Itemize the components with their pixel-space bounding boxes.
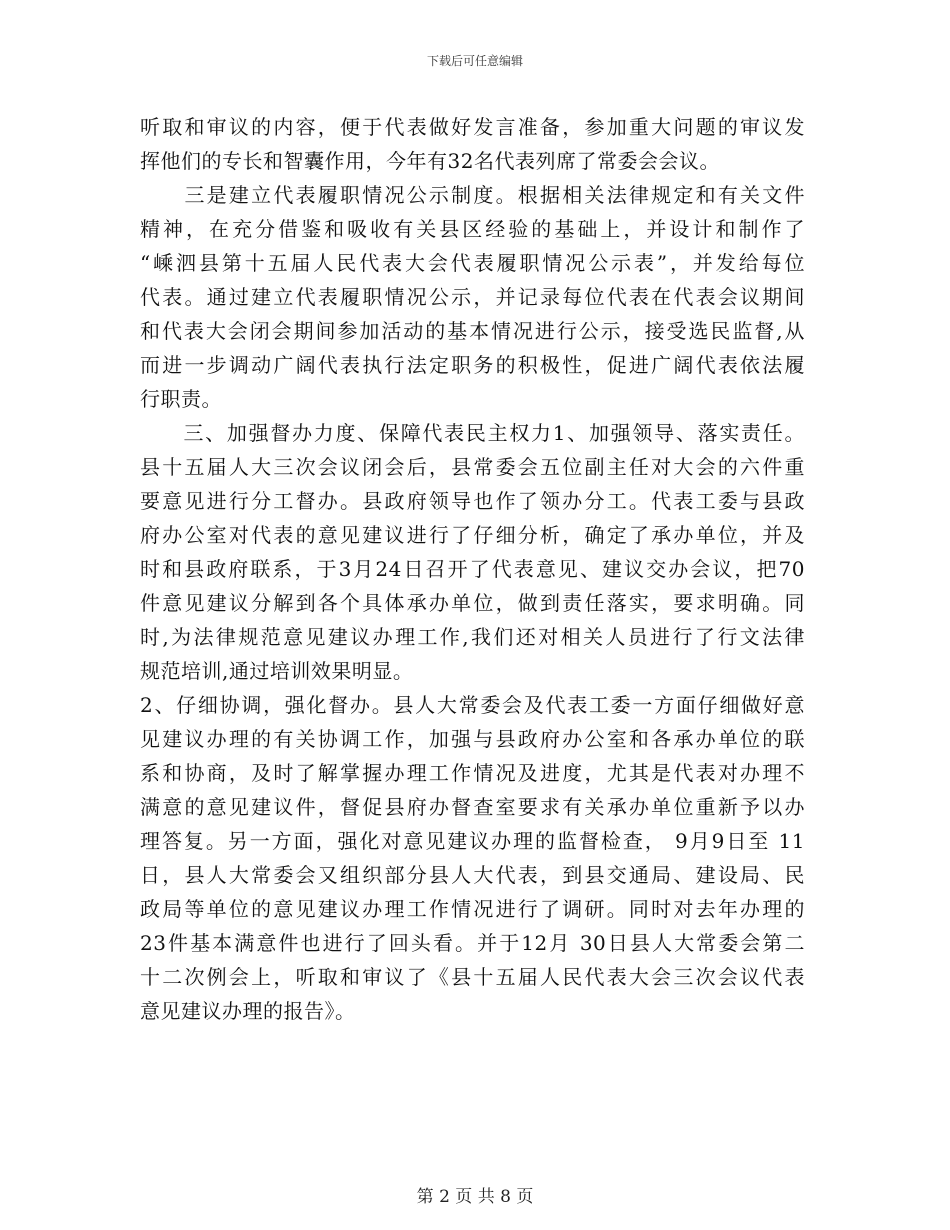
text-line: 和代表大会闭会期间参加活动的基本情况进行公示，接受选民监督,从	[140, 319, 805, 343]
text-line: 理答复。另一方面，强化对意见建议办理的监督检查， 9月9日至 11	[140, 829, 805, 853]
text-line: 听取和审议的内容，便于代表做好发言准备，参加重大问题的审议发	[140, 115, 805, 139]
text-line: “嵊泗县第十五届人民代表大会代表履职情况公示表”，并发给每位	[140, 251, 805, 275]
page-header	[0, 52, 950, 69]
text-line: 县十五届人大三次会议闭会后，县常委会五位副主任对大会的六件重	[140, 455, 805, 479]
text-line: 时,为法律规范意见建议办理工作,我们还对相关人员进行了行文法律	[140, 625, 805, 649]
text-line: 时和县政府联系，于3月24日召开了代表意见、建议交办会议，把70	[140, 557, 805, 581]
page-footer	[0, 1182, 950, 1207]
document-body	[140, 110, 805, 1028]
text-line: 政局等单位的意见建议办理工作情况进行了调研。同时对去年办理的	[140, 897, 805, 921]
header-text: 下载后可任意编辑	[426, 54, 523, 68]
text-line: 系和协商，及时了解掌握办理工作情况及进度，尤其是代表对办理不	[140, 761, 805, 785]
text-line: 要意见进行分工督办。县政府领导也作了领办分工。代表工委与县政	[140, 489, 805, 513]
text-line: 件意见建议分解到各个具体承办单位，做到责任落实，要求明确。同	[140, 591, 805, 615]
text-line: 三是建立代表履职情况公示制度。根据相关法律规定和有关文件	[140, 183, 805, 207]
text-line: 挥他们的专长和智囊作用，今年有32名代表列席了常委会会议。	[140, 149, 720, 173]
text-line: 满意的意见建议件，督促县府办督查室要求有关承办单位重新予以办	[140, 795, 805, 819]
text-line: 精神，在充分借鉴和吸收有关县区经验的基础上，并设计和制作了	[140, 217, 805, 241]
text-line: 见建议办理的有关协调工作，加强与县政府办公室和各承办单位的联	[140, 727, 805, 751]
text-line: 而进一步调动广阔代表执行法定职务的积极性，促进广阔代表依法履	[140, 353, 805, 377]
text-line: 日，县人大常委会又组织部分县人大代表，到县交通局、建设局、民	[140, 863, 805, 887]
text-line: 三、加强督办力度、保障代表民主权力1、加强领导、落实责任。	[140, 421, 805, 445]
text-line: 意见建议办理的报告》。	[140, 999, 356, 1023]
text-line: 规范培训,通过培训效果明显。	[140, 659, 414, 683]
text-line: 府办公室对代表的意见建议进行了仔细分析，确定了承办单位，并及	[140, 523, 805, 547]
text-line: 2、仔细协调，强化督办。县人大常委会及代表工委一方面仔细做好意	[140, 693, 805, 717]
text-line: 23件基本满意件也进行了回头看。并于12月 30日县人大常委会第二	[140, 931, 805, 955]
text-line: 十二次例会上，听取和审议了《县十五届人民代表大会三次会议代表	[140, 965, 805, 989]
page-number: 第 2 页 共 8 页	[416, 1187, 534, 1207]
text-line: 代表。通过建立代表履职情况公示，并记录每位代表在代表会议期间	[140, 285, 805, 309]
text-line: 行职责。	[140, 387, 222, 411]
